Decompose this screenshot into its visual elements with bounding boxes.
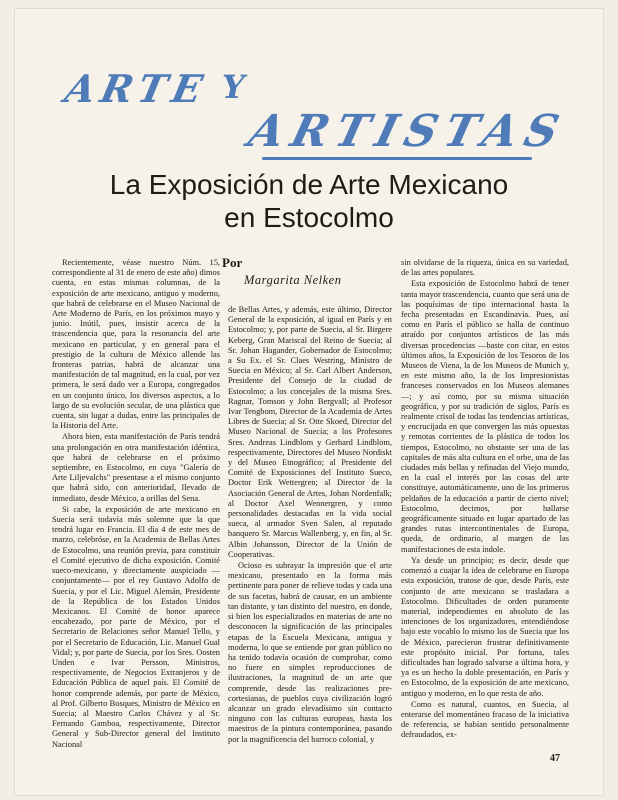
paragraph: Ya desde un principio; es decir, desde que comenzó a cuajar la idea de celebrarse en Europa esta exposición, tratose de que, desde París, este conjunto de arte mexicano se trasladara a Estocolmo. Dificultades de orden puramente material, independientes en absoluto de las intenciones de los organizadores, entendiéndose bajo este vocablo lo mismo los de Suecia que los de México, parecieron frustrar definitivamente este propósito inicial. Por fortuna, tales dificultades han logrado salvarse a última hora, y ya es un hecho la doble presentación, en París y en Estocolmo, de la exposición de arte mexicano, antiguo y moderno, en lo que resta de año. [401,555,569,698]
byline-por: Por [222,255,243,270]
text-column-1 [52,258,220,758]
section-banner [61,62,572,162]
author-name: Margarita Nelken [244,273,342,287]
paragraph: Como es natural, cuantos, en Suecia, al enterarse del momentáneo fracaso de la iniciativa de referencia, se habían sentido personalmente defraudados, ex- [401,699,569,740]
paragraph: Ahora bien, esta manifestación de París tendrá una prolongación en otra manifestación idéntica, que habrá de celebrarse en el próximo septiembre, en Estocolmo, en cuya "Galería de Arte Liljevalchs" presentase a el mismo conjunto que habrá sido, con anterioridad, llevado de inmediato, desde México, a orillas del Sena. [52,432,220,503]
paragraph: Recientemente, véase nuestro Núm. 15, correspondiente al 31 de enero de este año) dimos cuenta, en estas mismas columnas, de la exposición de arte mexicano, antiguo y moderno, que habrá de celebrarse en el Museo Nacional de Arte Moderno de París, en los próximos mayo y junio. Inútil, pues, insistir acerca de la trascendencia que, para la resonancia del arte mexicano en particular, y en general para el prestigio de la cultura de México allende las fronteras patrias, habrá de alcanzar una manifestación de tal magnitud, en la cual, por vez primera, le será dado ver a Europa, congregados en un conjunto único, los diversos aspectos, a lo largo de su evolución secular, de una plástica que cuenta, sin lugar a dudas, entre las principales de la Historia del Arte. [52,258,220,431]
text-column-3 [401,258,569,770]
paragraph: Ocioso es subrayar la impresión que el arte mexicano, presentado en la forma más pertinente para poner de relieve todas y cada una de sus facetas, habrá de causar, en un ambiente tan distante, y tan distinto del nuestro, en donde, si bien los especializados en materias de arte no desconocen la significación de las principales etapas de la Escuela Mexicana, antigua y moderna, lo que se entiende por gran público no ha tenido todavía ocasión de comprobar, como no fuere en simples reproducciones de ilustraciones, la magnitud de un arte que comprende, desde las realizaciones pre-cortesianas, de pueblos cuya civilización logró alcanzar un grado elevadísimo sin contacto ninguno con las culturas europeas, hasta los maestros de la pintura contemporánea, pasando por la magnificencia del barroco colonial, y [228,561,392,744]
paragraph: sin olvidarse de la riqueza, única en su variedad, de las artes populares. [401,258,569,278]
banner-letter-y: Y [222,68,245,106]
article-title-line2: en Estocolmo [224,202,394,233]
text-column-2 [228,305,392,760]
byline [222,255,402,288]
article-title [80,168,538,234]
banner-underline [262,157,532,160]
banner-word-artistas: ARTISTAS [243,106,572,157]
paragraph: de Bellas Artes, y además, este último, Director General de la exposición, al igual en París y en Estocolmo; y, por parte de Suecia, al Sr. Birgere Keberg, Gran Mariscal del Reino de Suecia; al Sr. Johan Hagander, Gobernador de Estocolmo; a Su Ex. el Sr. Claes Westring, Ministro de Suecia en México; al Sr. Carl Albert Anderson, Presidente del Consejo de la ciudad de Estocolmo; a los concejales de la misma Sres. Ragnar, Tomson y John Bergvall; al Profesor Ivar Tengbom, Director de la Academia de Artes Libres de Suecia; al Sr. Otte Skoed, Director del Museo Nacional de Suecia; a los Profesores Sres. Andreas Lindblom y Gerhard Lindblom, respectivamente, Directores del Museo Nordiskt y del Museo Etnográfico; al Presidente del Comité de Exposiciones del Instituto Sueco, Doctor Erik Wettergren; al Director de la Asociación General de Artes, Johan Nordenfalk; al Doctor Axel Wennergren, y como personalidades destacadas en la vida social sueca, al armador Sven Salen, al reputado banquero Sr. Marcus Wallenberg, y, en fin, al Sr. Albin Johansson, Director de la Unión de Cooperativas. [228,305,392,559]
article-title-line1: La Exposición de Arte Mexicano [109,169,509,200]
paragraph: Esta exposición de Estocolmo habrá de tener tanta mayor trascendencia, cuanto que será una de las poquísimas de tipo internacional hasta la fecha presentadas en Escandinavia. Pues, así como en París el público se halla de continuo atraído por conjuntos artísticos de las más diversas procedencias —baste con citar, en estos últimos años, la Exposición de los Tesoros de los Museos de Viena, la de los Museos de Munich y, en este mismo año, la de los Impresionistas franceses conservados en los Museos alemanes—; y así como, por su misma situación geográfica, y por su tradición de siglos, París es realmente crisol de todas las tendencias artísticas, y encrucijada en que convergen las más opuestas y remotas corrientes de la plástica de todos los tiempos, Estocolmo, no obstante ser una de las capitales de más alta cultura en el orbe, una de las ciudades más bellas y refinadas del Viejo mundo, en la cual el interés por las cosas del arte constituye, automáticamente, uno de los primeros peldaños de la educación a partir de cierto nivel; Estocolmo, decimos, por hallarse geográficamente situado en lugar apartado de las grandes rutas intercontinentales de Europa, queda, de ordinario, al margen de las manifestaciones de esta índole. [401,279,569,554]
banner-word-arte: ARTE [61,66,213,111]
page-number: 47 [550,753,560,764]
paragraph: Si cabe, la exposición de arte mexicano en Suecia será todavía más solemne que la que tendrá lugar en Francia. El día 4 de este mes de marzo, celebróse, en la Academia de Bellas Artes de Estocolmo, una reunión previa, para constituir el Comité ejecutivo de dicha exposición. Comité sueco-mexicano, y directamente auspiciado —conjuntamente— por el rey Gustavo Adolfo de Suecia, y por el Lic. Miguel Alemán, Presidente de la República de los Estados Unidos Mexicanos. El Comité de honor aparece encabezado, por parte de México, por el Secretario de Relaciones señor Manuel Tello, y por el Secretario de Educación, Lic. Manuel Gual Vidal; y, por parte de Suecia, por los Sres. Oosten Unden e Ivar Persson, Ministros, respectivamente, de Negocios Extranjeros y de Educación Pública de aquel país. El Comité de honor comprende además, por parte de México, al Prof. Gilberto Bosques, Ministro de México en Suecia; al Maestro Carlos Chávez y al Sr. Fernando Gamboa, respectivamente, Director General y Sub-Director general del Instituto Nacional [52,504,220,749]
